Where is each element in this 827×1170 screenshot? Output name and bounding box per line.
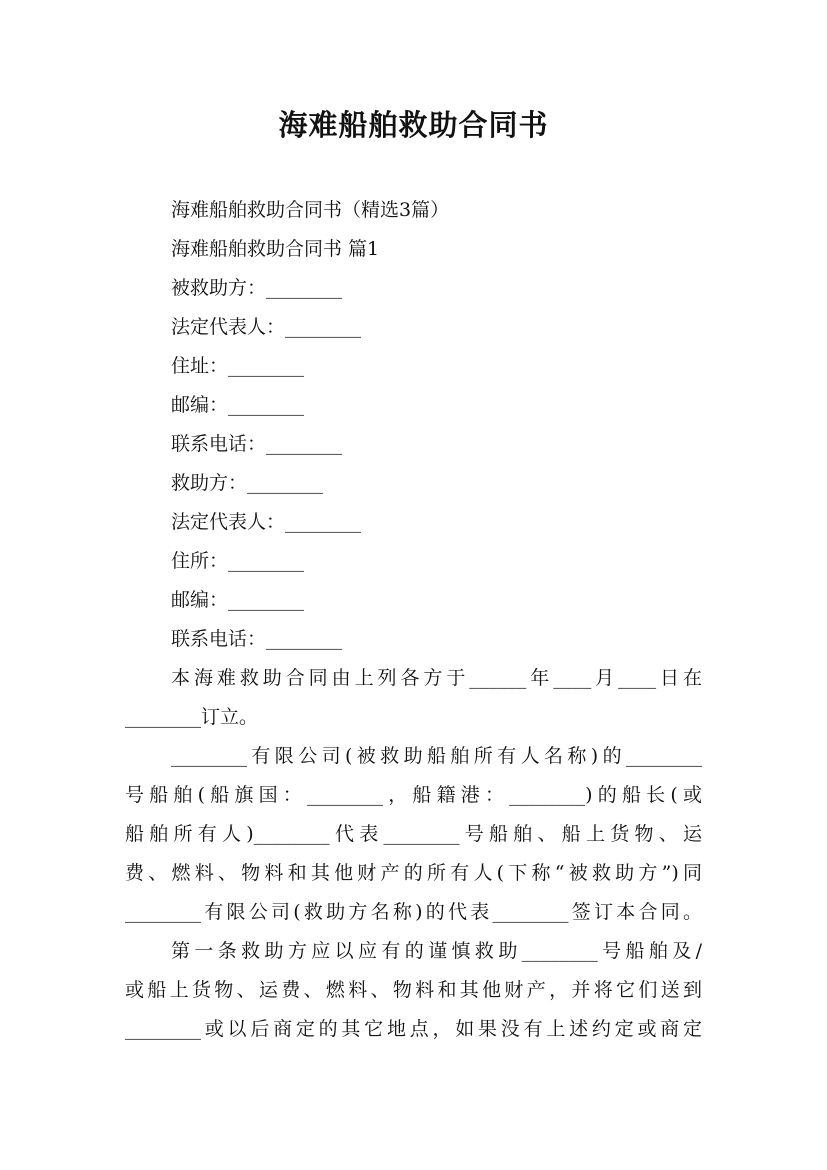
field-legal-representative-2: 法定代表人：________ xyxy=(171,511,362,533)
field-phone-2: 联系电话：________ xyxy=(171,628,343,650)
paragraph-line: 号船舶(船旗国：________，船籍港：________)的船长(或 xyxy=(125,784,702,806)
field-phone-1: 联系电话：________ xyxy=(171,433,343,455)
article-one-line: 或船上货物、运费、燃料、物料和其他财产，并将它们送到 xyxy=(125,979,702,1001)
paragraph-line: 本海难救助合同由上列各方于______年____月____日在 xyxy=(171,667,702,689)
article-one-line: 第一条救助方应以应有的谨慎救助________号船舶及/ xyxy=(171,940,702,962)
article-one-line: ________或以后商定的其它地点，如果没有上述约定或商定 xyxy=(125,1018,702,1040)
paragraph-line: ________有限公司(救助方名称)的代表________签订本合同。 xyxy=(125,901,702,923)
field-postcode-1: 邮编：________ xyxy=(171,394,305,416)
field-address-1: 住址：________ xyxy=(171,355,305,377)
paragraph-line: ________订立。 xyxy=(125,706,259,728)
field-postcode-2: 邮编：________ xyxy=(171,589,305,611)
paragraph-line: ________有限公司(被救助船舶所有人名称)的________ xyxy=(171,745,702,767)
section-heading: 海难船舶救助合同书 篇1 xyxy=(171,238,380,260)
field-salvor: 救助方：________ xyxy=(171,472,324,494)
field-address-2: 住所：________ xyxy=(171,550,305,572)
subtitle-selection: 海难船舶救助合同书（精选3篇） xyxy=(171,199,450,221)
paragraph-line: 费、燃料、物料和其他财产的所有人(下称“被救助方”)同 xyxy=(125,862,702,884)
field-salvaged-party: 被救助方：________ xyxy=(171,277,343,299)
paragraph-line: 船舶所有人)________代表________号船舶、船上货物、运 xyxy=(125,823,702,845)
field-legal-representative-1: 法定代表人：________ xyxy=(171,316,362,338)
document-title: 海难船舶救助合同书 xyxy=(278,108,549,142)
